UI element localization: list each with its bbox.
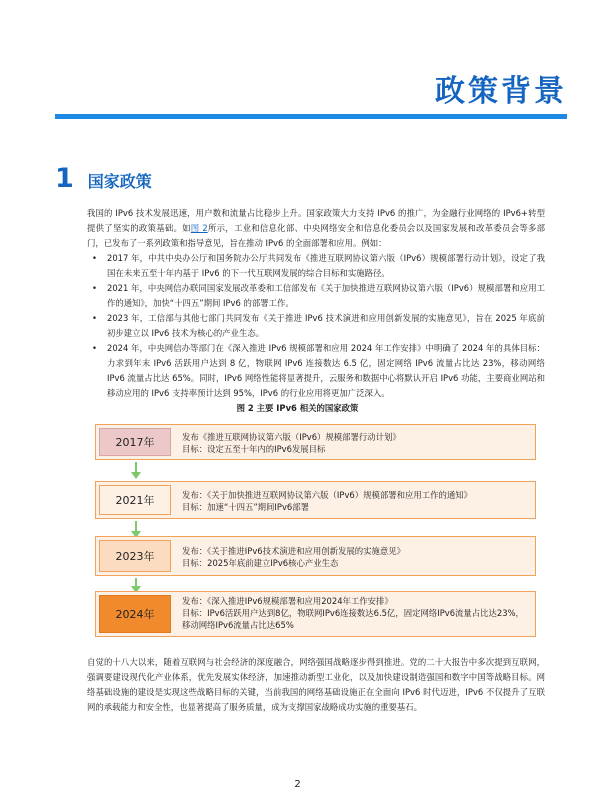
policy-timeline [95, 420, 540, 638]
list-item [87, 341, 545, 401]
list-item [87, 311, 545, 341]
row-publish-line: 发布：《关于加快推进互联网协议第六版（IPv6）规模部署和应用工作的通知》 [182, 490, 472, 500]
row-text [182, 595, 529, 631]
row-publish-line: 发布：《深入推进IPv6规模部署和应用2024年工作安排》 [182, 596, 393, 606]
row-text [182, 545, 529, 569]
row-goal-line: 目标：2025年底前建立IPv6核心产业生态 [182, 558, 339, 568]
list-item [87, 251, 545, 281]
bullet-icon: • [92, 283, 97, 293]
intro-text-before: 我国的 IPv6 技术发展迅速，用户数和流量占比稳步上升。国家政策大力支持 IPv6 的推广，为金融行业网络的 IPv6+转型提供了坚实的政策基础。如 [87, 208, 545, 233]
row-publish-line: 发布：《关于推进IPv6技术演进和应用创新发展的实施意见》 [182, 546, 405, 556]
row-text [182, 431, 529, 455]
row-goal-line: 目标：加速“十四五”期间IPv6部署 [182, 502, 309, 512]
list-item [87, 281, 545, 311]
banner-rule [55, 114, 567, 119]
timeline-row-2023 [95, 536, 536, 576]
section-heading [55, 163, 152, 194]
figure-link[interactable]: 图 2 [190, 223, 208, 233]
intro-text-after: 所示，工业和信息化部、中央网络安全和信息化委员会以及国家发展和改革委员会等多部门，已发布了一系列政策和指导意见，旨在推动 IPv6 的全面部署和应用。例如： [87, 223, 546, 248]
year-box: 2024年 [99, 595, 171, 633]
bullet-text: 2017 年，中共中央办公厅和国务院办公厅共同发布《推进互联网协议第六版（IPv6）规模部署行动计划》，设定了我国在未来五至十年内基于 IPv6 的下一代互联网发展的综合目标和实施路径。 [107, 253, 545, 278]
year-box: 2023年 [99, 540, 171, 572]
policy-bullet-list [87, 251, 545, 401]
row-publish-line: 发布《推进互联网协议第六版（IPv6）规模部署行动计划》 [182, 432, 401, 442]
page-banner-title: 政策背景 [435, 74, 567, 109]
bullet-icon: • [92, 313, 97, 323]
intro-paragraph [87, 206, 545, 251]
section-title: 国家政策 [87, 172, 152, 191]
down-arrow-icon [131, 472, 141, 479]
page-number: 2 [294, 779, 301, 790]
bullet-text: 2021 年，中央网信办联同国家发展改革委和工信部发布《关于加快推进互联网协议第六版（IPv6）规模部署和应用工作的通知》，加快“十四五”期间 IPv6 的部署工作。 [107, 283, 545, 308]
timeline-row-2021 [95, 481, 536, 519]
closing-paragraph: 自觉的十八大以来，随着互联网与社会经济的深度融合，网络强国战略逐步得到推进。党的二十大报告中多次提到互联网，强调要建设现代化产业体系，优先发展实体经济，加速推动新型工业化，以及加快建设制造强国和数字中国等战略目标。网络基础设施的建设是实现这些战略目标的关键，当前我国的网络基础设施正在全面向 IPv6 时代迈进，IPv6 不仅提升了互联网的承载能力和安全性，也显著提高了服务质量，成为支撑国家战略成功实施的重要基石。 [87, 657, 545, 712]
row-text [182, 489, 529, 513]
row-goal-line: 目标：IPv6活跃用户达到8亿，物联网IPv6连接数达6.5亿，固定网络IPv6流量占比达23%，移动网络IPv6流量占比达65% [182, 608, 524, 630]
bullet-text: 2024 年，中央网信办等部门在《深入推进 IPv6 规模部署和应用 2024 年工作安排》中明确了 2024 年的具体目标：力求到年末 IPv6 活跃用户达到 8 亿，物联网 IPv6 连接数达 6.5 亿，固定网络 IPv6 流量占比达 23%，移动网络 IPv6 流量占比达 65%。同时，IPv6 网络性能将显著提升，云服务和数据中心将默认开启 IPv6 功能，主要商业网站和移动应用的 IPv6 支持率预计达到 95%，IPv6 的行业应用将更加广泛深入。 [107, 343, 545, 398]
row-goal-line: 目标：设定五至十年内的IPv6发展目标 [182, 444, 326, 454]
timeline-row-2017 [95, 424, 536, 460]
bullet-text: 2023 年，工信部与其他七部门共同发布《关于推进 IPv6 技术演进和应用创新发展的实施意见》，旨在 2025 年底前初步建立以 IPv6 技术为核心的产业生态。 [107, 313, 545, 338]
year-box: 2017年 [99, 428, 171, 456]
timeline-row-2024 [95, 591, 536, 637]
figure-caption: 图 2 主要 IPv6 相关的国家政策 [236, 403, 359, 413]
section-number: 1 [55, 163, 74, 194]
bullet-icon: • [92, 343, 97, 353]
year-box: 2021年 [99, 485, 171, 515]
bullet-icon: • [92, 253, 97, 263]
